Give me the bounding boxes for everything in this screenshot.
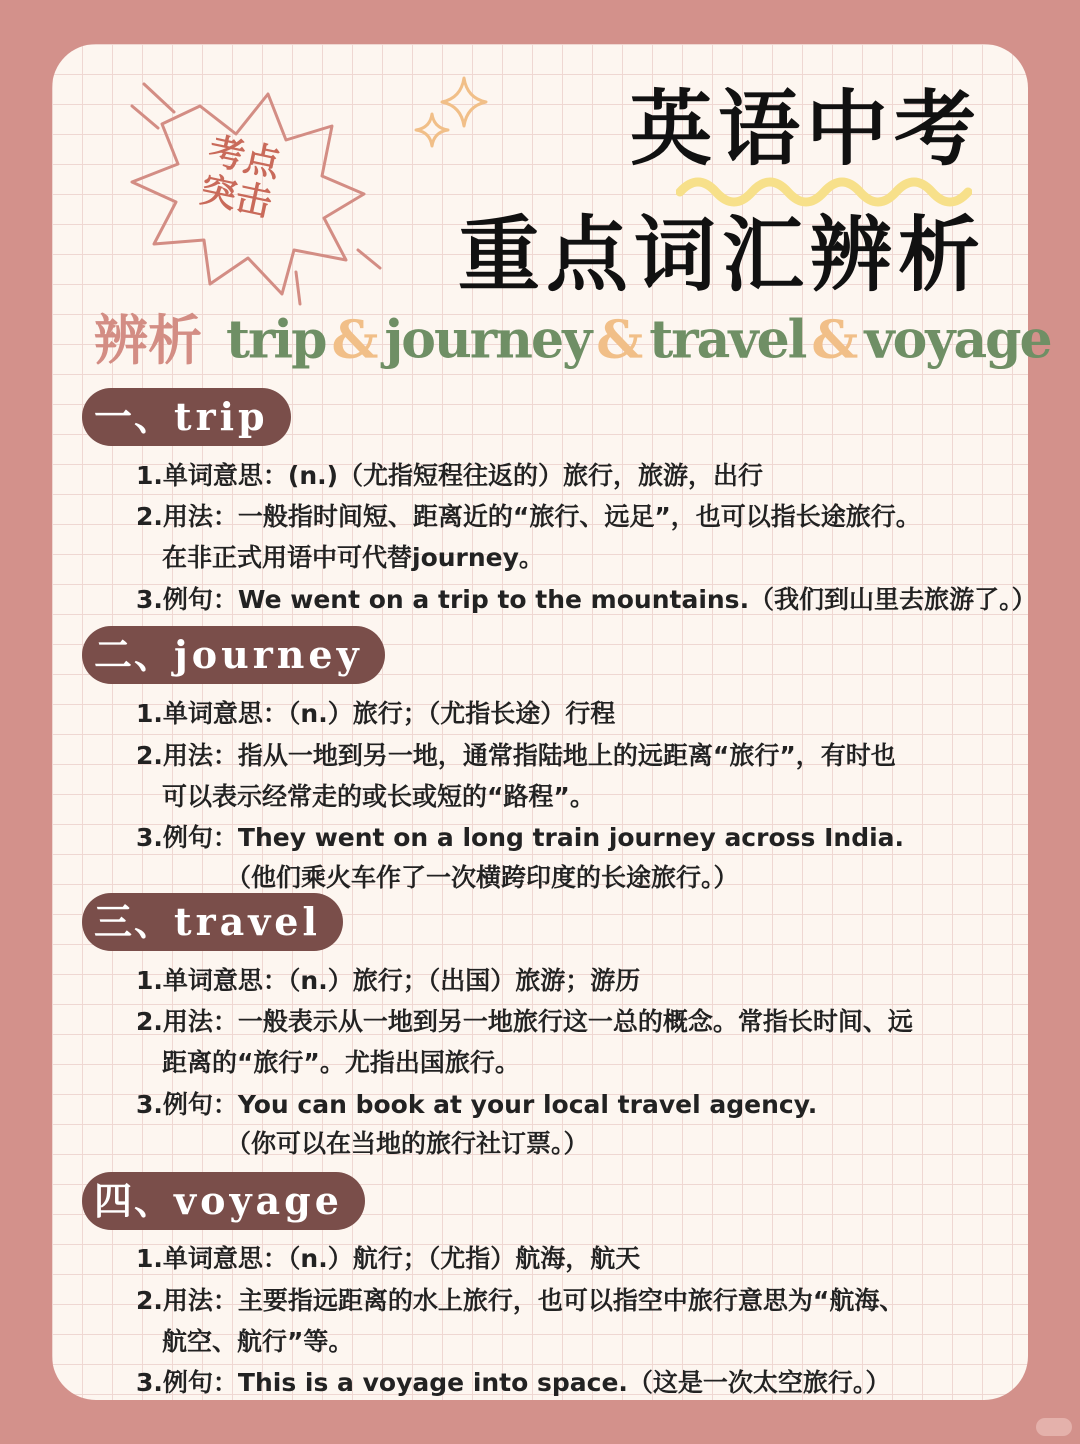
trip-example: 3.例句：We went on a trip to the mountains.（我们到山里去旅游了。） [136, 585, 1037, 614]
subtitle-amp: & [811, 309, 859, 371]
journey-usage-cont: 可以表示经常走的或长或短的“路程”。 [162, 782, 595, 811]
trip-usage: 2.用法：一般指时间短、距离近的“旅行、远足”，也可以指长途旅行。 [136, 502, 921, 531]
watermark-icon [1036, 1418, 1072, 1436]
trip-usage-cont: 在非正式用语中可代替journey。 [162, 543, 544, 572]
section-word: voyage [174, 1178, 343, 1223]
voyage-usage-cont: 航空、航行”等。 [162, 1327, 354, 1356]
section-heading-journey [82, 626, 385, 684]
voyage-example: 3.例句：This is a voyage into space.（这是一次太空旅行。） [136, 1368, 891, 1397]
section-number: 三、 [94, 900, 175, 944]
travel-usage-cont: 距离的“旅行”。尤指出国旅行。 [162, 1048, 520, 1077]
journey-usage: 2.用法：指从一地到另一地，通常指陆地上的远距离“旅行”，有时也 [136, 741, 896, 770]
travel-example: 3.例句：You can book at your local travel agency. [136, 1090, 818, 1119]
voyage-usage: 2.用法：主要指远距离的水上旅行，也可以指空中旅行意思为“航海、 [136, 1286, 905, 1315]
section-word: trip [174, 394, 269, 439]
journey-example-translation: （他们乘火车作了一次横跨印度的长途旅行。） [226, 863, 739, 892]
trip-meaning: 1.单词意思：(n.)（尤指短程往返的）旅行，旅游，出行 [136, 461, 764, 490]
subtitle-word-travel: travel [649, 309, 806, 371]
travel-meaning: 1.单词意思：（n.）旅行；（出国）旅游；游历 [136, 966, 641, 995]
section-number: 二、 [94, 633, 175, 677]
journey-example: 3.例句：They went on a long train journey across India. [136, 823, 905, 852]
section-word: journey [174, 632, 363, 677]
subtitle-word-journey: journey [384, 309, 591, 371]
subtitle-row [94, 304, 1051, 377]
page-title-line-2: 重点词汇辨析 [458, 208, 987, 303]
badge-line-1: 考点 [204, 130, 284, 186]
section-word: travel [174, 899, 321, 944]
section-number: 一、 [94, 395, 175, 439]
sparkle-icon [410, 74, 494, 158]
subtitle-word-voyage: voyage [864, 309, 1051, 371]
section-heading-travel [82, 893, 343, 951]
travel-example-translation: （你可以在当地的旅行社订票。） [226, 1129, 589, 1158]
subtitle-amp: & [331, 309, 379, 371]
badge-line-2: 突击 [196, 169, 276, 225]
travel-usage: 2.用法：一般表示从一地到另一地旅行这一总的概念。常指长时间、远 [136, 1007, 913, 1036]
squiggle-underline [676, 168, 972, 208]
section-heading-voyage [82, 1172, 365, 1230]
section-heading-trip [82, 388, 291, 446]
subtitle-label: 辨析 [94, 308, 202, 372]
page-title-line-1: 英语中考 [630, 82, 983, 177]
voyage-meaning: 1.单词意思：（n.）航行；（尤指）航海，航天 [136, 1244, 641, 1273]
journey-meaning: 1.单词意思：（n.）旅行；（尤指长途）行程 [136, 699, 616, 728]
subtitle-word-trip: trip [226, 309, 326, 371]
subtitle-amp: & [596, 309, 644, 371]
section-number: 四、 [94, 1179, 175, 1223]
